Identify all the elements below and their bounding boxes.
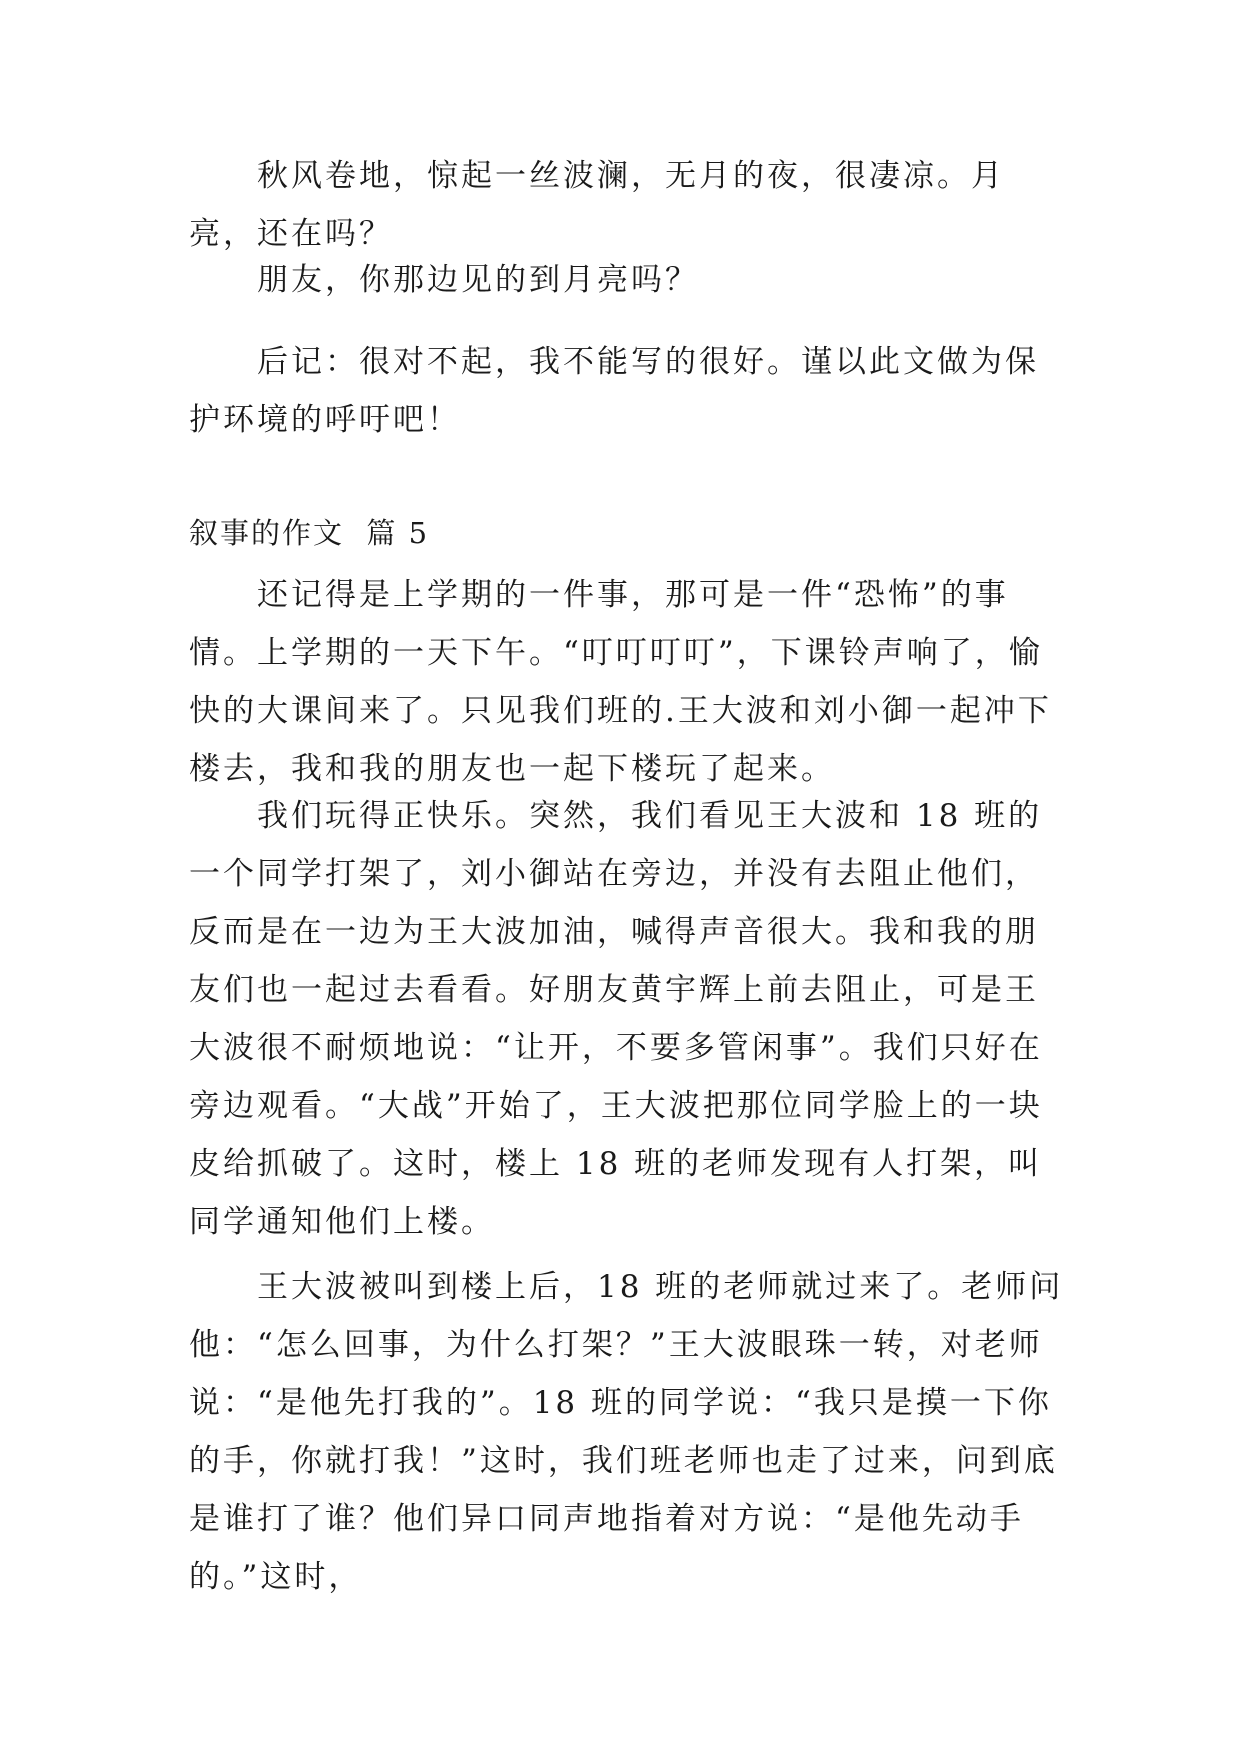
paragraph: 朋友，你那边见的到月亮吗？: [257, 262, 699, 298]
paragraph: 上学期的一天下午。“叮叮叮叮”，下课铃声响了，愉快的大课间来了。只见我们班的.王大波和刘小御一起冲下楼去，我和我的朋友也一起下楼玩了起来。: [189, 635, 1052, 787]
paragraph: 秋风卷地，惊起一丝波澜，无月的夜，很凄凉。月亮，还在吗？: [189, 158, 1005, 252]
paragraph: 我们玩得正快乐。突然，我们看见王大波和 18 班的一个同学打架了，刘小御站在旁边，并没有去阻止他们，反而是在一边为王大波加油，喊得声音很大。我和我的朋友们也一起过去看看。好朋友黄宇辉上前去阻止，可是王大波很不耐烦地说：“让开，不要多管闲事”。我们只好在旁边观看。“大战”开始了，王大波把那位同学脸上的一块皮给抓破了。这时，楼上 18 班的老师发现有人打架，叫同学通知他们上楼。: [189, 798, 1043, 1240]
paragraph: 后记：很对不起，我不能写的很好。谨以此文做为保护环境的呼吁吧！: [189, 344, 1039, 438]
section-title: 叙事的作文 篇 5: [189, 516, 430, 550]
paragraph: 王大波被叫到楼上后，18 班的老师就过来了。老师问他：“怎么回事，为什么打架？”王大波眼珠一转，对老师说：“是他先打我的”。18 班的同学说：“我只是摸一下你的手，你就打我！”这时，我们班老师也走了过来，问到底是谁打了谁？他们异口同声地指着对方说：“是他先动手的。”这时，: [189, 1269, 1064, 1595]
paragraph: 还记得是上学期的一件事，那可是一件“恐怖”的事情。: [189, 577, 1009, 671]
